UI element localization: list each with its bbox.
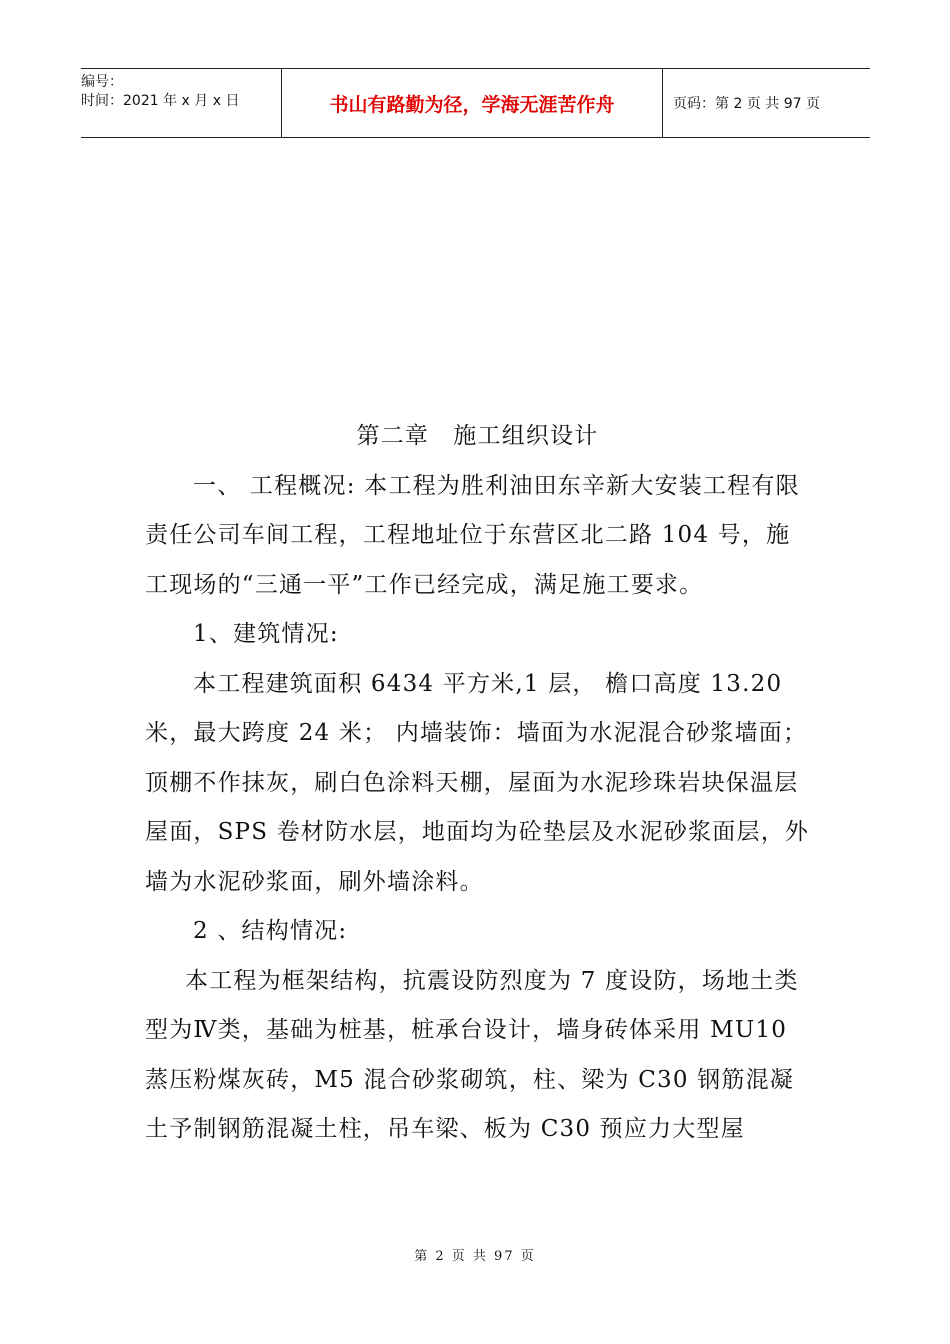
paragraph-structure: 本工程为框架结构，抗震设防烈度为 7 度设防，场地土类型为Ⅳ类，基础为桩基，桩承台设计，墙身砖体采用 MU10 蒸压粉煤灰砖，M5 混合砂浆砌筑，柱、梁为 C30 钢筋混凝土予制钢筋混凝土柱，吊车梁、板为 C30 预应力大型屋 (145, 967, 799, 1142)
paragraph-overview: 一、 工程概况: 本工程为胜利油田东辛新大安装工程有限责任公司车间工程，工程地址位于东营区北二路 104 号，施工现场的“三通一平”工作已经完成，满足施工要求。 (145, 472, 800, 598)
document-date: 时间：2021 年 x 月 x 日 (81, 93, 240, 109)
header-motto: 书山有路勤为径，学海无涯苦作舟 (281, 69, 663, 137)
page-header (81, 68, 870, 138)
chapter-title: 第二章 施工组织设计 (356, 423, 599, 449)
document-body (145, 412, 810, 1155)
page-footer: 第 2 页 共 97 页 (414, 1249, 536, 1264)
header-page-info: 页码：第 2 页 共 97 页 (673, 96, 820, 112)
header-meta (81, 69, 281, 137)
paragraph-building: 本工程建筑面积 6434 平方米,1 层， 檐口高度 13.20 米，最大跨度 24 米； 内墙装饰：墙面为水泥混合砂浆墙面；顶棚不作抹灰，刷白色涂料天棚，屋面为水泥珍珠岩块保温层屋面，SPS 卷材防水层，地面均为砼垫层及水泥砂浆面层，外墙为水泥砂浆面，刷外墙涂料。 (145, 670, 810, 895)
section-heading-structure: 2 、结构情况: (193, 918, 348, 944)
section-heading-building: 1、建筑情况: (193, 621, 339, 647)
document-number-label: 编号： (81, 74, 123, 90)
